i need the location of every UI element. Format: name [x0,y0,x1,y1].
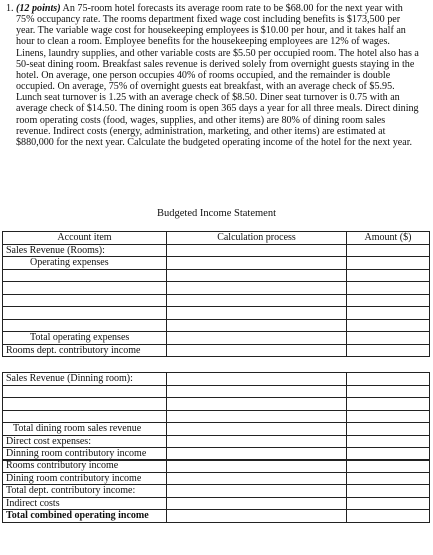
problem-number: 1. [6,3,14,14]
total-operating-expenses-label: Total operating expenses [3,332,167,345]
amount-cell[interactable] [347,510,430,523]
rooms-contrib-summary-label: Rooms contributory income [3,460,167,473]
amount-cell[interactable] [347,282,430,295]
calc-cell[interactable] [167,319,347,332]
amount-cell[interactable] [347,472,430,485]
amount-cell[interactable] [347,410,430,423]
indirect-costs-label: Indirect costs [3,497,167,510]
summary-table [2,459,430,523]
table-row [3,344,430,357]
amount-cell[interactable] [347,269,430,282]
calc-cell[interactable] [167,472,347,485]
amount-cell[interactable] [347,385,430,398]
calc-cell[interactable] [167,257,347,270]
item-cell[interactable] [3,307,167,320]
calc-cell[interactable] [167,244,347,257]
calc-cell[interactable] [167,460,347,473]
amount-cell[interactable] [347,294,430,307]
rooms-contributory-label: Rooms dept. contributory income [3,344,167,357]
amount-cell[interactable] [347,257,430,270]
dining-revenue-label: Sales Revenue (Dinning room): [3,373,167,386]
item-cell[interactable] [3,282,167,295]
amount-cell[interactable] [347,332,430,345]
item-cell[interactable] [3,385,167,398]
total-combined-income-label: Total combined operating income [3,510,167,523]
item-cell[interactable] [3,410,167,423]
calc-cell[interactable] [167,497,347,510]
table-row [3,423,430,436]
problem-body: An 75-room hotel forecasts its average room rate to be $68.00 for the next year with 75% occupancy rate. The rooms department fixed wage cost including benefits is $173,500 per year. The variable wage cost for housekeeping employees is $10.00 per hour, and it takes half an hour to clean a room. Employee benefits for the housekeeping employees are 12% of wages. Linens, laundry supplies, and other variable costs are $5.50 per occupied room. The hotel also has a 50-seat dining room. Breakfast sales revenue is derived solely from overnight guests staying in the hotel. On average, one person occupies 40% of rooms occupied, and the remainder is double occupied. On average, 75% of overnight guests eat breakfast, with an average check of $5.95. Lunch seat turnover is 1.25 with an average check of $8.50. Diner seat turnover is 0.75 with an average check of $14.50. The dining room is open 365 days a year for all three meals. Direct dining room operating costs (food, wages, supplies, and other items) are 80% of dining room sales revenue. Indirect costs (energy, administration, marketing, and other items) are estimated at $880,000 for the next year. Calculate the budgeted operating income of the hotel for the next year. [16,3,419,148]
table-row [3,435,430,448]
amount-cell[interactable] [347,497,430,510]
table-row [3,282,430,295]
header-calculation: Calculation process [167,232,347,245]
calc-cell[interactable] [167,510,347,523]
header-row [3,232,430,245]
calc-cell[interactable] [167,269,347,282]
rooms-revenue-label: Sales Revenue (Rooms): [3,244,167,257]
calc-cell[interactable] [167,398,347,411]
table-row [3,319,430,332]
amount-cell[interactable] [347,344,430,357]
table-row [3,510,430,523]
table-row [3,385,430,398]
table-row [3,497,430,510]
calc-cell[interactable] [167,423,347,436]
amount-cell[interactable] [347,423,430,436]
table-row [3,257,430,270]
table-row [3,269,430,282]
calc-cell[interactable] [167,385,347,398]
amount-cell[interactable] [347,319,430,332]
item-cell[interactable] [3,319,167,332]
table-row [3,460,430,473]
calc-cell[interactable] [167,485,347,498]
table-row [3,472,430,485]
table-row [3,373,430,386]
problem-statement [6,3,420,148]
header-account-item: Account item [3,232,167,245]
total-dining-sales-label: Total dining room sales revenue [3,423,167,436]
amount-cell[interactable] [347,435,430,448]
table-row [3,398,430,411]
item-cell[interactable] [3,294,167,307]
table-row [3,485,430,498]
calc-cell[interactable] [167,410,347,423]
dining-contrib-summary-label: Dining room contributory income [3,472,167,485]
calc-cell[interactable] [167,344,347,357]
calc-cell[interactable] [167,294,347,307]
calc-cell[interactable] [167,282,347,295]
operating-expenses-label: Operating expenses [3,257,167,270]
amount-cell[interactable] [347,244,430,257]
amount-cell[interactable] [347,485,430,498]
total-dept-contrib-label: Total dept. contributory income: [3,485,167,498]
amount-cell[interactable] [347,460,430,473]
calc-cell[interactable] [167,435,347,448]
item-cell[interactable] [3,269,167,282]
calc-cell[interactable] [167,307,347,320]
problem-text [16,3,420,148]
item-cell[interactable] [3,398,167,411]
table-row [3,307,430,320]
dining-contributory-label: Dinning room contributory income [3,448,167,461]
header-amount: Amount ($) [347,232,430,245]
table-row [3,244,430,257]
amount-cell[interactable] [347,398,430,411]
dining-table [2,372,430,461]
amount-cell[interactable] [347,373,430,386]
rooms-table [2,231,430,357]
calc-cell[interactable] [167,373,347,386]
amount-cell[interactable] [347,307,430,320]
table-row [3,294,430,307]
table-row [3,332,430,345]
direct-cost-label: Direct cost expenses: [3,435,167,448]
problem-points: (12 points) [16,3,61,14]
calc-cell[interactable] [167,332,347,345]
statement-title: Budgeted Income Statement [157,208,276,219]
table-row [3,410,430,423]
